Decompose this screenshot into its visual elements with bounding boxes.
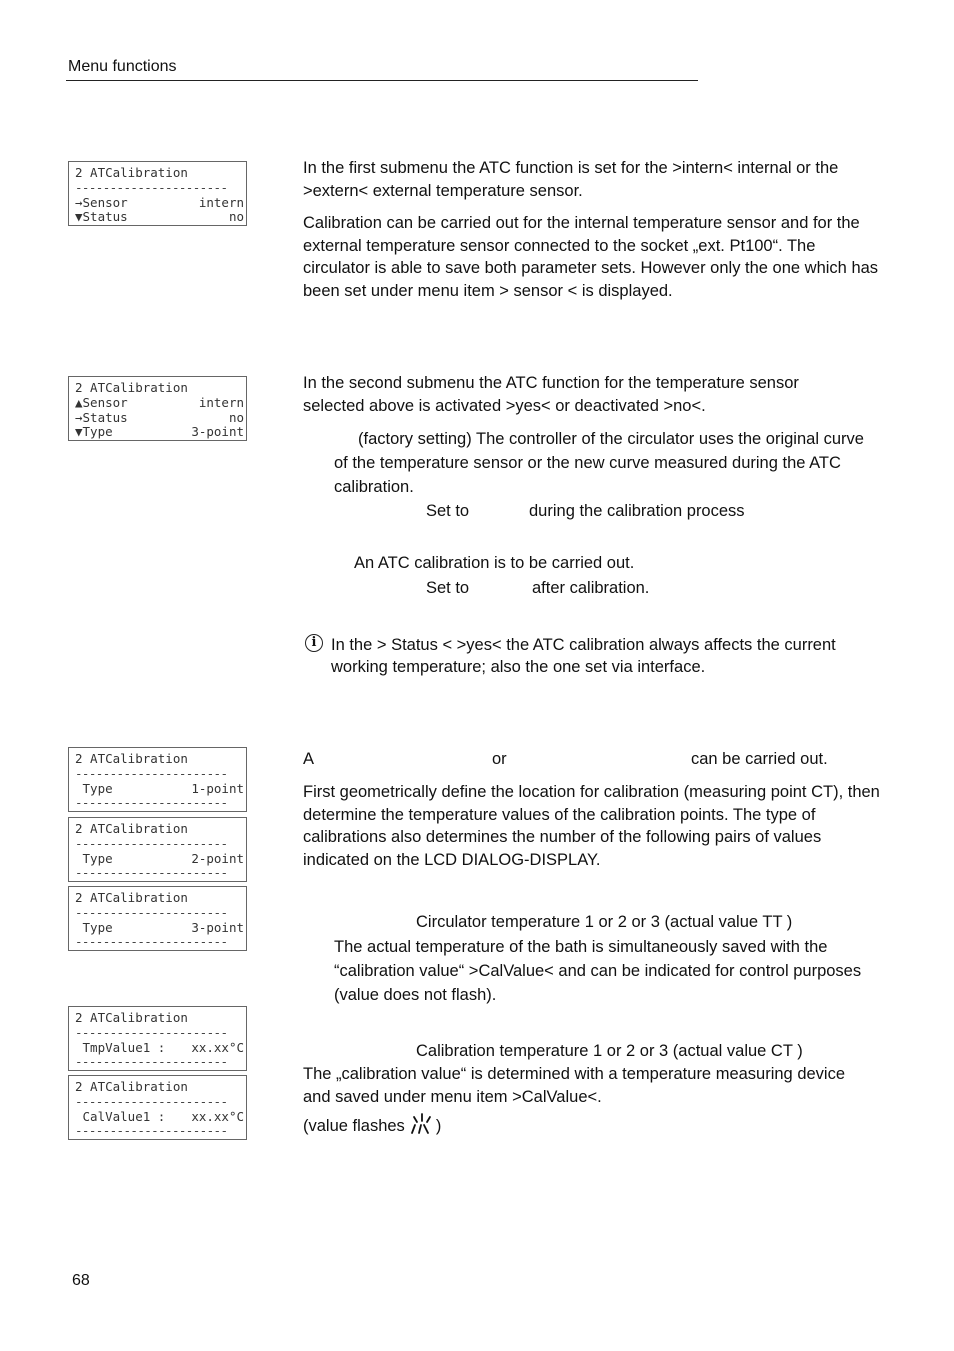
lcd-row-label-text: Status [82,409,128,425]
lcd-row-label-text: CalValue1 : [82,1108,166,1124]
status-paragraph: In the second submenu the ATC function for the temperature sensor selected above is activated >yes< or deactivated >no<. [303,374,799,415]
lcd-row-value: xx.xx°C [191,1039,244,1055]
sensor-paragraph-1: In the first submenu the ATC function is set for the >intern< internal or the >extern< external temperature sensor. [303,159,839,200]
lcd-divider: ---------------------- [75,1055,228,1070]
flash-note-close: ) [435,1117,442,1135]
lcd-row-label-text: Sensor [82,394,128,410]
lcd-row [75,196,244,211]
lcd-title: 2 ATCalibration [75,751,188,766]
lcd-divider: ---------------------- [75,180,228,195]
lcd-row-arrow [75,851,83,866]
lcd-divider: ---------------------- [75,1124,228,1139]
lcd-row-value: intern [198,194,244,210]
lcd-title: 2 ATCalibration [75,890,188,905]
lcd-title: 2 ATCalibration [75,380,188,395]
lcd-title: 2 ATCalibration [75,1079,188,1094]
lcd-row-label-text: Type [82,850,113,866]
lcd-divider: ---------------------- [75,1025,228,1040]
calvalue-description: The „calibration value“ is determined with a temperature measuring device and saved under menu item >CalValue<. [303,1065,846,1106]
tmpvalue-description: The actual temperature of the bath is simultaneously saved with the “calibration value“ >CalValue< and can be indicated for control purposes (value does not flash). [334,938,862,1004]
lcd-row-label [75,852,113,867]
lcd-divider: ---------------------- [75,905,228,920]
lcd-row-label-text: Type [82,780,113,796]
status-note: In the > Status < >yes< the ATC calibration always affects the current working temperature; also the one set via interface. [331,636,836,676]
lcd-screen-type-2point [68,817,247,882]
lcd-divider: ---------------------- [75,1094,228,1109]
lcd-row-arrow: → [75,409,83,425]
lcd-screen-calvalue [68,1075,247,1140]
lcd-row-arrow: ▼ [75,424,83,440]
lcd-row-label-text: Status [82,209,128,225]
lcd-row-value: no [228,209,244,225]
lcd-divider: ---------------------- [75,866,228,881]
type-intro-or: or [492,750,507,768]
flashing-icon [410,1113,434,1135]
status-no-description: (factory setting) The controller of the circulator uses the original curve of the temperature sensor or the new curve measured during the ATC calibration. [334,430,864,496]
lcd-screen-type-3point [68,886,247,951]
status-setto-text-1: during the calibration process [529,502,745,520]
info-icon: i [305,634,323,652]
lcd-row-arrow [75,1109,83,1124]
lcd-screen-type-1point [68,747,247,812]
lcd-row-arrow [75,920,83,935]
lcd-row [75,210,244,225]
lcd-row-label [75,210,128,225]
lcd-row [75,1110,244,1125]
lcd-divider: ---------------------- [75,796,228,811]
lcd-row-label-text: Type [82,919,113,935]
lcd-row [75,782,244,797]
lcd-row-value: no [228,409,244,425]
type-paragraph: First geometrically define the location for calibration (measuring point CT), then determine the temperature values of the calibration points. The type of calibrations also determines the number of the following pairs of values indicated on the LCD DIALOG-DISPLAY. [303,783,880,869]
flash-note-text: (value flashes [303,1117,405,1135]
lcd-title: 2 ATCalibration [75,165,188,180]
header-rule [66,80,698,81]
status-yes-description: An ATC calibration is to be carried out. [354,554,635,572]
status-setto-label-2: Set to [426,579,470,597]
lcd-row [75,425,244,440]
lcd-title: 2 ATCalibration [75,821,188,836]
lcd-row-label [75,425,113,440]
lcd-row-label [75,782,113,797]
lcd-row [75,852,244,867]
lcd-row-label-text: TmpValue1 : [82,1039,166,1055]
lcd-row [75,396,244,411]
lcd-row-value: 3-point [191,919,244,935]
lcd-row [75,411,244,426]
lcd-row-label [75,1041,165,1056]
lcd-title: 2 ATCalibration [75,1010,188,1025]
lcd-row-value: 2-point [191,850,244,866]
status-setto-label-1: Set to [426,502,470,520]
lcd-row [75,1041,244,1056]
lcd-row-value: 1-point [191,780,244,796]
lcd-row-label [75,1110,165,1125]
page-number: 68 [72,1272,90,1289]
lcd-row-arrow [75,781,83,796]
lcd-row-value: 3-point [191,424,244,440]
lcd-divider: ---------------------- [75,836,228,851]
tmpvalue-heading: Circulator temperature 1 or 2 or 3 (actual value TT ) [416,913,793,931]
lcd-row-arrow [75,1040,83,1055]
lcd-row-value: intern [198,394,244,410]
lcd-screen-sensor [68,161,247,226]
lcd-row-label [75,396,128,411]
lcd-row-arrow: ▼ [75,209,83,225]
lcd-row-arrow: ▲ [75,394,83,410]
flash-note [303,1113,441,1136]
status-setto-text-2: after calibration. [532,579,650,597]
lcd-row-label [75,196,128,211]
lcd-row-value: xx.xx°C [191,1108,244,1124]
lcd-row [75,921,244,936]
lcd-divider: ---------------------- [75,935,228,950]
type-intro-tail: can be carried out. [691,750,828,768]
sensor-paragraph-2: Calibration can be carried out for the internal temperature sensor and for the external temperature sensor connected to the socket „ext. Pt100“. The circulator is able to save both parameter sets. However only the one which has been set under menu item > sensor < is displayed. [303,214,879,300]
calvalue-heading: Calibration temperature 1 or 2 or 3 (actual value CT ) [416,1042,803,1060]
lcd-screen-tmpvalue [68,1006,247,1071]
running-header: Menu functions [68,58,177,75]
lcd-divider: ---------------------- [75,766,228,781]
lcd-row-label [75,921,113,936]
type-intro-a: A [303,750,315,768]
lcd-row-arrow: → [75,194,83,210]
lcd-row-label-text: Sensor [82,194,128,210]
lcd-screen-status [68,376,247,441]
lcd-row-label [75,411,128,426]
lcd-row-label-text: Type [82,424,113,440]
